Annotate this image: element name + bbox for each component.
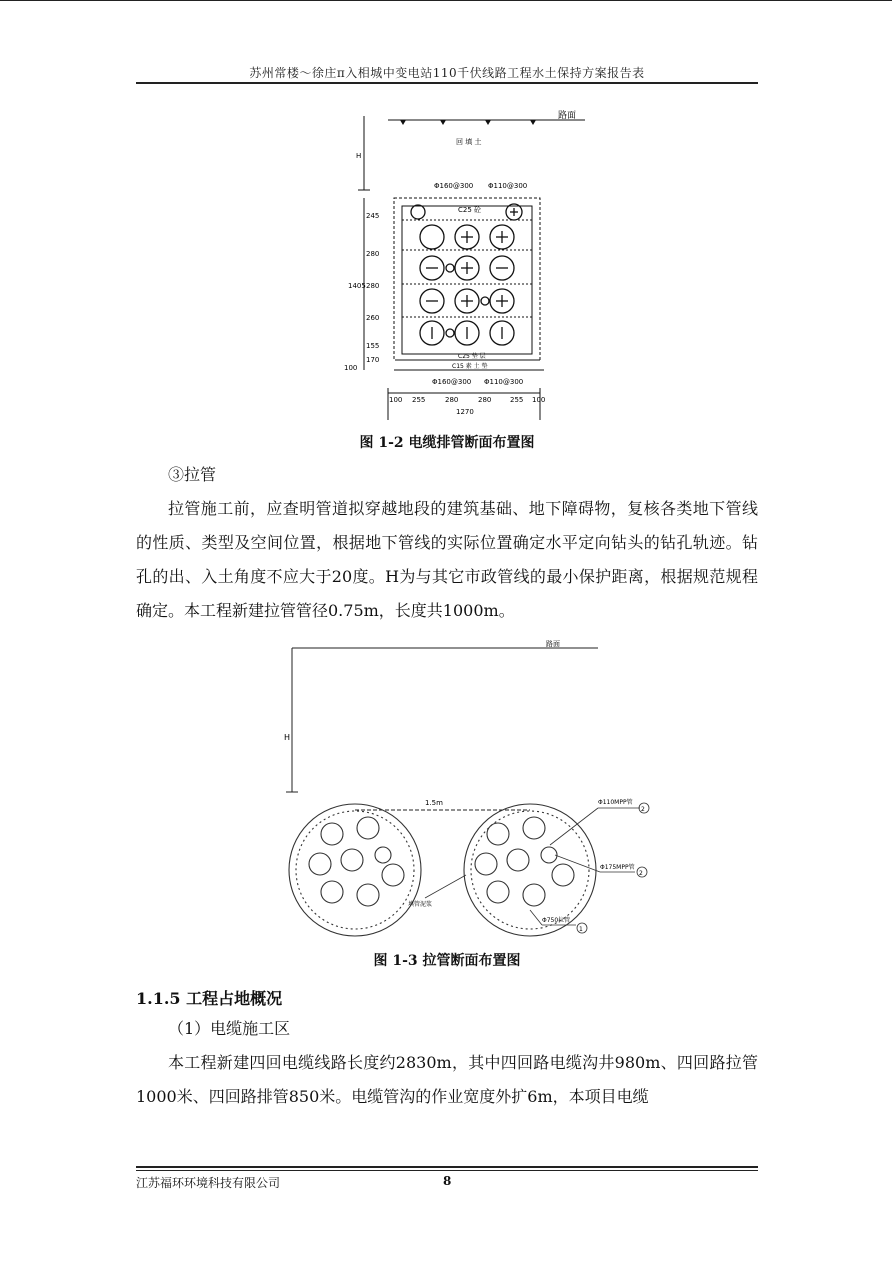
fig1-dim-b5: 255 bbox=[510, 396, 524, 404]
fig1-dim-b2: 255 bbox=[412, 396, 426, 404]
fig1-dim-3: 280 bbox=[366, 282, 380, 290]
fig1-dim-7: 170 bbox=[366, 356, 380, 364]
fig1-base-label-1: C25 垫 层 bbox=[458, 353, 486, 360]
fig1-dim-b1: 100 bbox=[389, 396, 403, 404]
footer-rule bbox=[136, 1166, 758, 1168]
cable-duct-section-diagram bbox=[340, 108, 600, 426]
footer-company: 江苏福环环境科技有限公司 bbox=[136, 1176, 281, 1190]
fig2-label-pipe-2-num: 2 bbox=[639, 870, 643, 877]
fig1-concrete-label: C25 砼 bbox=[458, 206, 482, 214]
fig1-dim-b3: 280 bbox=[445, 396, 459, 404]
fig2-road-label: 路面 bbox=[546, 640, 560, 648]
section-item-pull-pipe: ③拉管 bbox=[168, 465, 217, 484]
footer-rule-thin bbox=[136, 1170, 758, 1171]
fig1-pipe-label-tl: Φ160@300 bbox=[434, 182, 474, 190]
fig1-dim-5: 155 bbox=[366, 342, 380, 350]
fig1-dim-4: 260 bbox=[366, 314, 380, 322]
pull-pipe-section-diagram bbox=[280, 640, 660, 940]
fig2-label-pipe-3: Φ750拉管 bbox=[542, 917, 571, 924]
fig1-dim-2: 280 bbox=[366, 250, 380, 258]
fig2-label-pipe-1-num: 2 bbox=[641, 806, 645, 813]
fig1-dim-total-b: 1270 bbox=[456, 408, 474, 416]
fig1-dim-h: H bbox=[356, 152, 362, 160]
fig2-spacing-label: 1.5m bbox=[425, 799, 443, 807]
fig1-dim-6: 100 bbox=[344, 364, 358, 372]
section-heading: 1.1.5 工程占地概况 bbox=[136, 989, 283, 1008]
top-border bbox=[0, 0, 892, 1]
section-item-cable-area: （1）电缆施工区 bbox=[168, 1019, 291, 1038]
figure1-caption: 图 1-2 电缆排管断面布置图 bbox=[359, 435, 535, 451]
fig1-pipe-label-br: Φ110@300 bbox=[484, 378, 524, 386]
fig2-dim-h: H bbox=[284, 733, 291, 742]
fig2-label-backfill: 填管泥浆 bbox=[408, 901, 433, 908]
page-header: 苏州常楼～徐庄π入相城中变电站110千伏线路工程水土保持方案报告表 bbox=[249, 66, 645, 80]
fig1-road-label: 路面 bbox=[558, 111, 577, 121]
fig2-label-pipe-3-num: 1 bbox=[579, 926, 583, 933]
fig1-backfill-label: 回 填 土 bbox=[456, 138, 482, 146]
paragraph-pull-pipe: 拉管施工前，应查明管道拟穿越地段的建筑基础、地下障碍物，复核各类地下管线的性质、类型及空间位置，根据地下管线的实际位置确定水平定向钻头的钻孔轨迹。钻孔的出、入土角度不应大于20度。H为与其它市政管线的最小保护距离，根据规范规程确定。本工程新建拉管管径0.75m，长度共1000m。 bbox=[136, 499, 758, 620]
fig1-dim-b4: 280 bbox=[478, 396, 492, 404]
page-number: 8 bbox=[443, 1174, 452, 1188]
header-rule bbox=[136, 82, 758, 84]
figure2-caption: 图 1-3 拉管断面布置图 bbox=[373, 953, 521, 969]
fig1-pipe-label-tr: Φ110@300 bbox=[488, 182, 528, 190]
fig1-dim-total: 1405 bbox=[348, 282, 366, 290]
paragraph-cable-area: 本工程新建四回电缆线路长度约2830m，其中四回路电缆沟井980m、四回路拉管1000米、四回路排管850米。电缆管沟的作业宽度外扩6m，本项目电缆 bbox=[136, 1053, 758, 1106]
fig1-base-label-2: C15 素 土 垫 bbox=[452, 363, 488, 370]
fig2-label-pipe-2: Φ175MPP管 bbox=[600, 864, 635, 871]
fig1-dim-1: 245 bbox=[366, 212, 380, 220]
fig1-dim-b6: 100 bbox=[532, 396, 546, 404]
fig1-pipe-label-bl: Φ160@300 bbox=[432, 378, 472, 386]
fig2-label-pipe-1: Φ110MPP管 bbox=[598, 799, 633, 806]
